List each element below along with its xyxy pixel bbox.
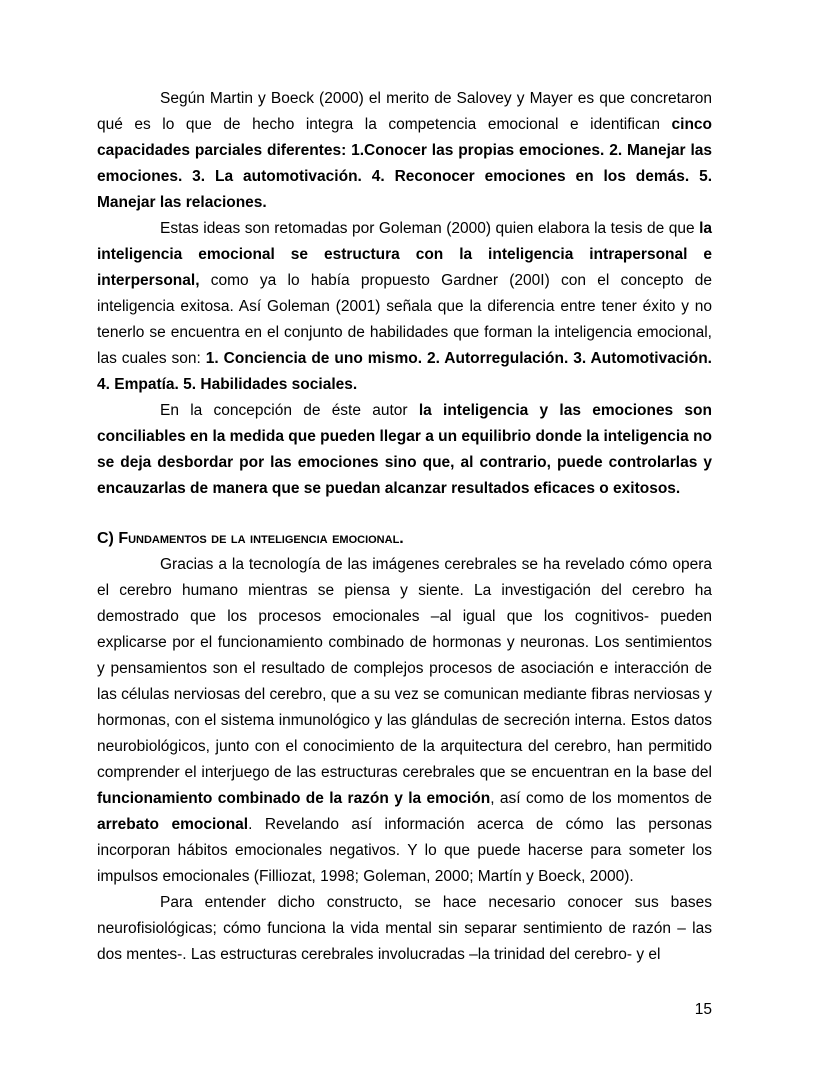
bold-run: cinco capacidades parciales diferentes: 1.Conocer las propias emociones. 2. Manejar las emociones. 3. La automotivación. 4. Reconocer emociones en los demás. 5. Manejar las relaciones. xyxy=(97,116,712,211)
text-run: Gracias a la tecnología de las imágenes cerebrales se ha revelado cómo opera el cerebro humano mientras se piensa y siente. La investigación del cerebro ha demostrado que los procesos emocionales –al igual que los cognitivos- pueden explicarse por el funcionamiento combinado de hormonas y neuronas. Los sentimientos y pensamientos son el resultado de complejos procesos de asociación e interacción de las células nerviosas del cerebro, que a su vez se comunican mediante fibras nerviosas y hormonas, con el sistema inmunológico y las glándulas de secreción interna. Estos datos neurobiológicos, junto con el conocimiento de la arquitectura del cerebro, han permitido comprender el interjuego de las estructuras cerebrales que se encuentran en la base del xyxy=(97,556,712,781)
text-run: Para entender dicho constructo, se hace necesario conocer sus bases neurofisiológicas; cómo funciona la vida mental sin separar sentimiento de razón – las dos mentes-. Las estructuras cerebrales involucradas –la trinidad del cerebro- y el xyxy=(97,894,712,963)
text-run: Según Martin y Boeck (2000) el merito de Salovey y Mayer es que concretaron qué es lo que de hecho integra la competencia emocional e identifican xyxy=(97,90,712,133)
text-run: En la concepción de éste autor xyxy=(160,402,419,419)
text-run: . Revelando así información acerca de cómo las personas incorporan hábitos emocionales negativos. Y lo que puede hacerse para someter los impulsos emocionales (Filliozat, 1998; Goleman, 2000; Martín y Boeck, 2000). xyxy=(97,816,713,885)
bold-run: la inteligencia y las emociones son conciliables en la medida que pueden llegar a un equilibrio donde la inteligencia no se deja desbordar por las emociones sino que, al contrario, puede controlarlas y encauzarlas de manera que se puedan alcanzar resultados eficaces o exitosos. xyxy=(97,402,712,497)
bold-run: arrebato emocional xyxy=(97,816,249,833)
text-run: como ya lo había propuesto Gardner (200I) con el concepto de inteligencia exitosa. Así Goleman (2001) señala que la diferencia entre tener éxito y no tenerlo se encuentra en el conjunto de habilidades que forman la inteligencia emocional, las cuales son: xyxy=(97,272,712,367)
section-heading-fundamentos: C) Fundamentos de la inteligencia emocional. xyxy=(97,530,404,547)
bold-run: funcionamiento combinado de la razón y la emoción xyxy=(97,790,491,807)
text-run: , así como de los momentos de xyxy=(490,790,712,807)
paragraph-fundamentos-cerebro xyxy=(97,552,712,890)
paragraph-bases-neurofisiologicas xyxy=(97,890,712,968)
text-run: Estas ideas son retomadas por Goleman (2000) quien elabora la tesis de que xyxy=(160,220,700,237)
paragraph-goleman-tesis xyxy=(97,216,712,398)
bold-run: 1. Conciencia de uno mismo. 2. Autorregulación. 3. Automotivación. 4. Empatía. 5. Habilidades sociales. xyxy=(97,350,712,393)
paragraph-salovey-mayer xyxy=(97,86,712,216)
bold-run: la inteligencia emocional se estructura con la inteligencia intrapersonal e interpersonal, xyxy=(97,220,712,289)
paragraph-concepcion-autor xyxy=(97,398,712,502)
page-number: 15 xyxy=(694,1001,712,1018)
